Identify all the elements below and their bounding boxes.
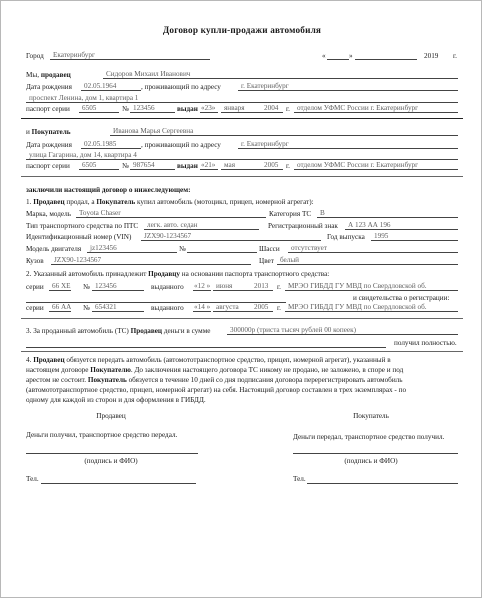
buyer-issued-day[interactable]: «21»	[200, 161, 218, 170]
section3-divider	[21, 351, 463, 352]
seller-issued-label: выдан	[177, 105, 198, 113]
seller-issued-month[interactable]: января	[221, 104, 263, 113]
color-field[interactable]: белый	[277, 256, 458, 265]
date-month-field[interactable]	[355, 51, 417, 60]
pts-issued-label: выданного	[151, 283, 184, 291]
buyer-passport-number[interactable]: 987654	[130, 161, 175, 170]
cert-label: и свидетельства о регистрации:	[353, 294, 450, 302]
section4-line3: арестом не состоит. Покупатель обязуется в течение 10 дней со дня подписания договора перерегистрировать автомобиль	[26, 376, 403, 384]
cert-issued-by[interactable]: МРЭО ГИБДД ГУ МВД по Свердловской об.	[285, 303, 458, 312]
seller-city-field[interactable]: г. Екатеринбург	[238, 82, 458, 91]
engine-field[interactable]: jz123456	[87, 244, 177, 253]
city-field[interactable]: Екатеринбург	[50, 51, 210, 60]
pts-year-suffix: г.	[277, 283, 281, 291]
amount-field[interactable]: 300000р (триста тысяч рублей 00 копеек)	[227, 326, 458, 335]
pts-issued-year[interactable]: 2013	[251, 282, 273, 291]
seller-birth-label: Дата рождения	[26, 83, 72, 91]
seller-issued-year[interactable]: 2004	[261, 104, 283, 113]
reg-label: Регистрационный знак	[268, 222, 338, 230]
section4-line2: настоящем договоре Покупателю. До заключения настоящего договора ТС никому не продано, не заложено, в споре и под	[26, 366, 404, 374]
cert-issued-month[interactable]: августа	[213, 303, 251, 312]
pts-issued-by[interactable]: МРЭО ГИБДД ГУ МВД по Свердловской об.	[285, 282, 458, 291]
seller-name-field[interactable]: Сидоров Михаил Иванович	[103, 70, 458, 79]
pts-number-label: №	[83, 283, 90, 291]
type-field[interactable]: легк. авто. седан	[144, 221, 259, 230]
buyer-passport-no-label: №	[122, 162, 129, 170]
seller-residing-label: , проживающий по адресу	[141, 83, 221, 91]
cert-issued-year[interactable]: 2005	[251, 303, 273, 312]
vin-label: Идентификационный номер (VIN)	[26, 233, 132, 241]
section2-divider	[21, 318, 463, 319]
seller-buyer-divider	[21, 118, 463, 119]
buyer-tel-label: Тел.	[293, 475, 306, 483]
buyer-issued-month[interactable]: мая	[221, 161, 263, 170]
body-label: Кузов	[26, 257, 44, 265]
type-label: Тип транспортного средства по ПТС	[26, 222, 139, 230]
cert-issued-day[interactable]: «14 »	[194, 303, 211, 311]
buyer-tel-field[interactable]	[307, 483, 458, 484]
seller-passport-label: паспорт серии	[26, 105, 70, 113]
date-quote-close: »	[349, 52, 353, 60]
amount-extra-line	[26, 347, 386, 348]
document-title: Договор купли-продажи автомобиля	[162, 25, 322, 35]
we-label: Мы, продавец	[26, 71, 71, 79]
and-buyer-label: и Покупатель	[26, 128, 71, 136]
buyer-name-field[interactable]: Иванова Марья Сергеевна	[110, 127, 458, 136]
section4-line1: 4. Продавец обязуется передать автомобиль (автомототранспортное средство, прицеп, номерной агрегат), указанный в	[26, 356, 391, 364]
pts-issued-month[interactable]: июня	[213, 282, 251, 291]
engine-no-field[interactable]	[187, 244, 257, 253]
buyer-signature-title: Покупатель	[353, 412, 389, 420]
section1-intro: 1. Продавец продал, а Покупатель купил автомобиль (мотоцикл, прицеп, номерной агрегат):	[26, 198, 314, 206]
buyer-birth-field[interactable]: 02.05.1985	[81, 140, 141, 149]
cert-issued-label: выданного	[151, 304, 184, 312]
year-label: Год выпуска	[327, 233, 365, 241]
seller-passport-number[interactable]: 123456	[130, 104, 175, 113]
cert-number-label: №	[83, 304, 90, 312]
color-label: Цвет	[259, 257, 274, 265]
seller-passport-no-label: №	[122, 105, 129, 113]
city-label: Город	[26, 52, 44, 60]
buyer-passport-series[interactable]: 6505	[79, 161, 119, 170]
seller-year-suffix: г.	[286, 105, 290, 113]
seller-tel-field[interactable]	[41, 483, 196, 484]
cert-year-suffix: г.	[277, 304, 281, 312]
date-year-suffix: г.	[453, 52, 457, 60]
category-field[interactable]: B	[317, 209, 458, 218]
reg-field[interactable]: А 123 АА 196	[345, 221, 458, 230]
pts-series-field[interactable]: 66 ХЕ	[49, 282, 71, 291]
buyer-year-suffix: г.	[286, 162, 290, 170]
seller-signature-title: Продавец	[96, 412, 126, 420]
make-label: Марка, модель	[26, 210, 71, 218]
buyer-residing-label: , проживающий по адресу	[141, 141, 221, 149]
date-quote-open: «	[322, 52, 326, 60]
section4-line5: одному для каждой из сторон и для оформления в ГИБДД.	[26, 396, 206, 404]
buyer-passport-label: паспорт серии	[26, 162, 70, 170]
year-field[interactable]: 1995	[371, 232, 458, 241]
engine-no-label: №	[179, 245, 186, 253]
buyer-statement: Деньги передал, транспортное средство получил.	[293, 433, 445, 441]
received-label: получил полностью.	[394, 339, 457, 347]
cert-series-label: серии	[26, 304, 44, 312]
pts-number-field[interactable]: 123456	[92, 282, 144, 291]
date-day-field[interactable]	[327, 51, 349, 60]
buyer-address-field[interactable]: улица Гагарина, дом 14, квартира 4	[26, 151, 458, 160]
cert-number-field[interactable]: 654321	[92, 303, 144, 312]
section4-line4: (автомототранспортное средство, прицеп, номерной агрегат) на себя. Настоящий договор составлен в трех экземплярах - по	[26, 386, 407, 394]
seller-tel-label: Тел.	[26, 475, 39, 483]
category-label: Категория ТС	[269, 210, 312, 218]
chassis-field[interactable]: отсутствует	[288, 244, 458, 253]
section2-intro: 2. Указанный автомобиль принадлежит Продавцу на основании паспорта транспортного средства:	[26, 270, 330, 278]
buyer-birth-label: Дата рождения	[26, 141, 72, 149]
body-field[interactable]: JZX90-1234567	[51, 256, 251, 265]
seller-birth-field[interactable]: 02.05.1964	[81, 82, 141, 91]
seller-issued-day[interactable]: «23»	[200, 104, 218, 113]
chassis-label: Шасси	[259, 245, 280, 253]
make-field[interactable]: Toyota Chaser	[76, 209, 266, 218]
buyer-divider	[21, 176, 463, 177]
seller-issued-by[interactable]: отделом УФМС России г. Екатеринбург	[294, 104, 458, 113]
date-year: 2019	[424, 52, 439, 60]
pts-issued-day[interactable]: «12 »	[194, 282, 211, 290]
section3-intro: 3. За проданный автомобиль (ТС) Продавец деньги в сумме	[26, 327, 211, 335]
seller-statement: Деньги получил, транспортное средство передал.	[26, 431, 178, 439]
concluded-heading: заключили настоящий договор о нижеследующем:	[26, 186, 191, 194]
vin-field[interactable]: JZX90-1234567	[141, 232, 321, 241]
engine-label: Модель двигателя	[26, 245, 82, 253]
seller-sign-caption: (подпись и ФИО)	[84, 457, 138, 465]
seller-signature-line[interactable]	[26, 453, 198, 454]
buyer-signature-line[interactable]	[293, 453, 458, 454]
seller-passport-series[interactable]: 6505	[79, 104, 119, 113]
cert-series-field[interactable]: 66 АА	[49, 303, 71, 312]
seller-address-field[interactable]: проспект Ленина, дом 1, квартира 1	[26, 94, 458, 103]
buyer-issued-by[interactable]: отделом УФМС России г. Екатеринбург	[294, 161, 458, 170]
buyer-issued-year[interactable]: 2005	[261, 161, 283, 170]
pts-series-label: серии	[26, 283, 44, 291]
buyer-sign-caption: (подпись и ФИО)	[344, 457, 398, 465]
buyer-issued-label: выдан	[177, 162, 198, 170]
buyer-city-field[interactable]: г. Екатеринбург	[238, 140, 458, 149]
